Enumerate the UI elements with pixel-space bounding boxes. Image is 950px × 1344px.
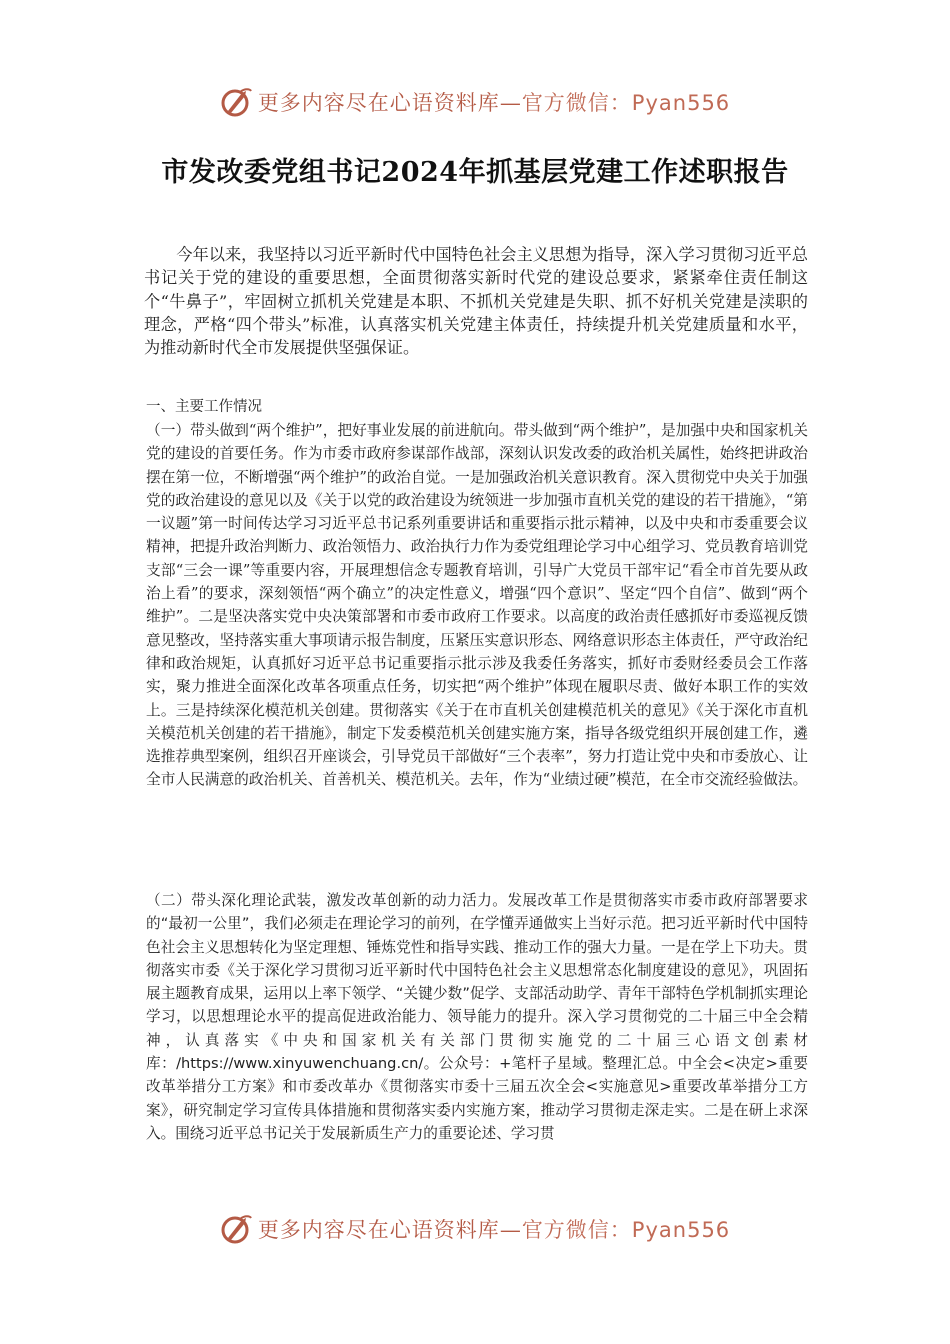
body-paragraph-1: （一）带头做到“两个维护”，把好事业发展的前进航向。带头做到“两个维护”，是加强中央和国家机关党的建设的首要任务。作为市委市政府参谋部作战部，深刻认识发改委的政治机关属性，始终把讲政治摆在第一位，不断增强“两个维护”的政治自觉。一是加强政治机关意识教育。深入贯彻党中央关于加强党的政治建设的意见以及《关于以党的政治建设为统领进一步加强市直机关党的建设的若干措施》，“第一议题”第一时间传达学习习近平总书记系列重要讲话和重要指示批示精神，以及中央和市委重要会议精神，把提升政治判断力、政治领悟力、政治执行力作为委党组理论学习中心组学习、党员教育培训党支部“三会一课”等重要内容，开展理想信念专题教育培训，引导广大党员干部牢记“看全市首先要从政治上看”的要求，深刻领悟“两个确立”的决定性意义，增强“四个意识”、坚定“四个自信”、做到“两个维护”。二是坚决落实党中央决策部署和市委市政府工作要求。以高度的政治责任感抓好市委巡视反馈意见整改，坚持落实重大事项请示报告制度，压紧压实意识形态、网络意识形态主体责任，严守政治纪律和政治规矩，认真抓好习近平总书记重要指示批示涉及我委任务落实，抓好市委财经委员会工作落实，聚力推进全面深化改革各项重点任务，切实把“两个维护”体现在履职尽责、做好本职工作的实效上。三是持续深化模范机关创建。贯彻落实《关于在市直机关创建模范机关的意见》《关于深化市直机关模范机关创建的若干措施》，制定下发委模范机关创建实施方案，指导各级党组织开展创建工作，遴选推荐典型案例，组织召开座谈会，引导党员干部做好“三个表率”，努力打造让党中央和市委放心、让全市人民满意的政治机关、首善机关、模范机关。去年，作为“业绩过硬”模范，在全市交流经验做法。 (146, 422, 808, 789)
section-heading: 一、主要工作情况 (146, 399, 262, 415)
banner-library-name: 更多内容尽在心语资料库 (257, 1218, 500, 1242)
intro-paragraph: 今年以来，我坚持以习近平新时代中国特色社会主义思想为指导，深入学习贯彻习近平总书记关于党的建设的重要思想，全面贯彻落实新时代党的建设总要求，紧紧牵住责任制这个“牛鼻子”，牢固树立抓机关党建是本职、不抓机关党建是失职、抓不好机关党建是渎职的理念，严格“四个带头”标准，认真落实机关党建主体责任，持续提升机关党建质量和水平，为推动新时代全市发展提供坚强保证。 (144, 245, 808, 358)
banner-library-name: 更多内容尽在心语资料库 (257, 91, 500, 115)
banner-separator: — (499, 1218, 522, 1242)
banner-wechat: 官方微信：Pyan556 (521, 1218, 731, 1242)
header-banner (0, 80, 950, 124)
banner-wechat: 官方微信：Pyan556 (521, 91, 731, 115)
body-paragraph-2: （二）带头深化理论武装，激发改革创新的动力活力。发展改革工作是贯彻落实市委市政府部署要求的“最初一公里”，我们必须走在理论学习的前列，在学懂弄通做实上当好示范。把习近平新时代中国特色社会主义思想转化为坚定理想、锤炼党性和指导实践、推动工作的强大力量。一是在学上下功夫。贯彻落实市委《关于深化学习贯彻习近平新时代中国特色社会主义思想常态化制度建设的意见》，巩固拓展主题教育成果，运用以上率下领学、“关键少数”促学、支部活动助学、青年干部特色学机制抓实理论学习，以思想理论水平的提高促进政治能力、领导能力的提升。深入学习贯彻党的二十届三中全会精神，认真落实《中央和国家机关有关部门贯彻实施党的二十届三心语文创素材库：/https://www.xinyuwenchuang.cn/。公众号：+笔杆子星域。整理汇总。中全会<决定>重要改革举措分工方案》和市委改革办《贯彻落实市委十三届五次全会<实施意见>重要改革举措分工方案》，研究制定学习宣传具体措施和贯彻落实委内实施方案，推动学习贯彻走深走实。二是在研上求深入。围绕习近平总书记关于发展新质生产力的重要论述、学习贯 (146, 892, 808, 1142)
banner-text (258, 1214, 730, 1244)
pen-circle-logo-icon (220, 1212, 254, 1246)
footer-banner (0, 1207, 950, 1251)
document-title: 市发改委党组书记2024年抓基层党建工作述职报告 (161, 157, 789, 188)
banner-text (258, 87, 730, 117)
banner-separator: — (499, 91, 522, 115)
pen-circle-logo-icon (220, 85, 254, 119)
